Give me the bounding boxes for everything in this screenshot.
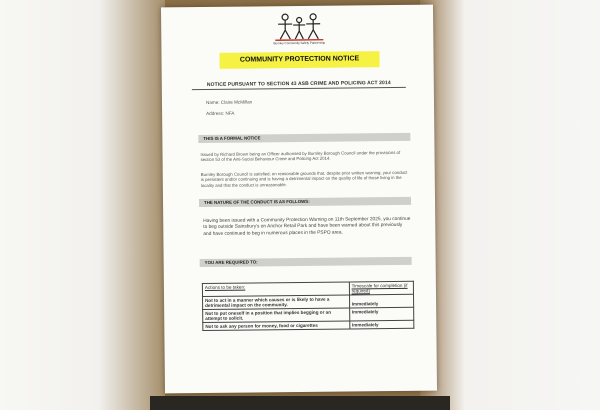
logo-caption: Burnley Community Safety Partnership — [273, 40, 326, 46]
action-cell: Not to ask any person for money, food or cigarettes — [203, 321, 350, 331]
notice-title: COMMUNITY PROTECTION NOTICE — [219, 51, 379, 69]
paragraph-issued-by: Issued by Richard Brown being an Officer authorised by Burnley Borough Council under the provisions of section 53 of the Anti-Social Behaviour Crime and Policing Act 2014. — [200, 149, 401, 163]
background-right — [420, 0, 600, 410]
timescale-cell: Immediately — [349, 320, 413, 329]
header-actions: Actions to be taken: — [202, 282, 349, 297]
notice-paper — [161, 5, 437, 394]
header-timescale: Timescale for completion (if required) — [349, 281, 413, 295]
timescale-cell: Immediately — [349, 294, 413, 308]
background-left — [0, 0, 165, 410]
actions-table — [202, 281, 414, 331]
section-formal-notice: THIS IS A FORMAL NOTICE — [198, 133, 410, 143]
section-required: YOU ARE REQUIRED TO: — [200, 257, 412, 267]
notice-subtitle: NOTICE PURSUANT TO SECTION 43 ASB CRIME AND POLICING ACT 2014 — [206, 80, 391, 88]
action-cell: Not to act in a manner which causes or is likely to have a detrimental impact on the community. — [203, 295, 350, 310]
floor — [150, 396, 450, 410]
section-nature-of-conduct: THE NATURE OF THE CONDUCT IS AS FOLLOWS: — [199, 197, 411, 207]
conduct-description: Having been issued with a Community Protection Warning on 11th September 2025, you continue to beg outside Sainsbury's on Anchor Retail Park and have been warned about this previously and have continued to beg in numerous places in the PSPO area. — [203, 216, 411, 237]
timescale-cell: Immediately — [349, 307, 413, 321]
action-cell: Not to put oneself in a position that implies begging or an attempt to solicit. — [203, 308, 350, 323]
name-field: Name: Claire McMillan — [205, 99, 253, 105]
table-row — [203, 320, 414, 330]
address-field: Address: NFA — [206, 110, 235, 116]
paragraph-satisfied: Burnley Borough Council is satisfied, on reasonable grounds that, despite prior written warning, your conduct is persistent and/or continuing and is having a detrimental impact on the quality of life of those living in the locality and that the conduct is unreasonable. — [200, 169, 408, 188]
stick-figures-logo — [273, 12, 325, 53]
